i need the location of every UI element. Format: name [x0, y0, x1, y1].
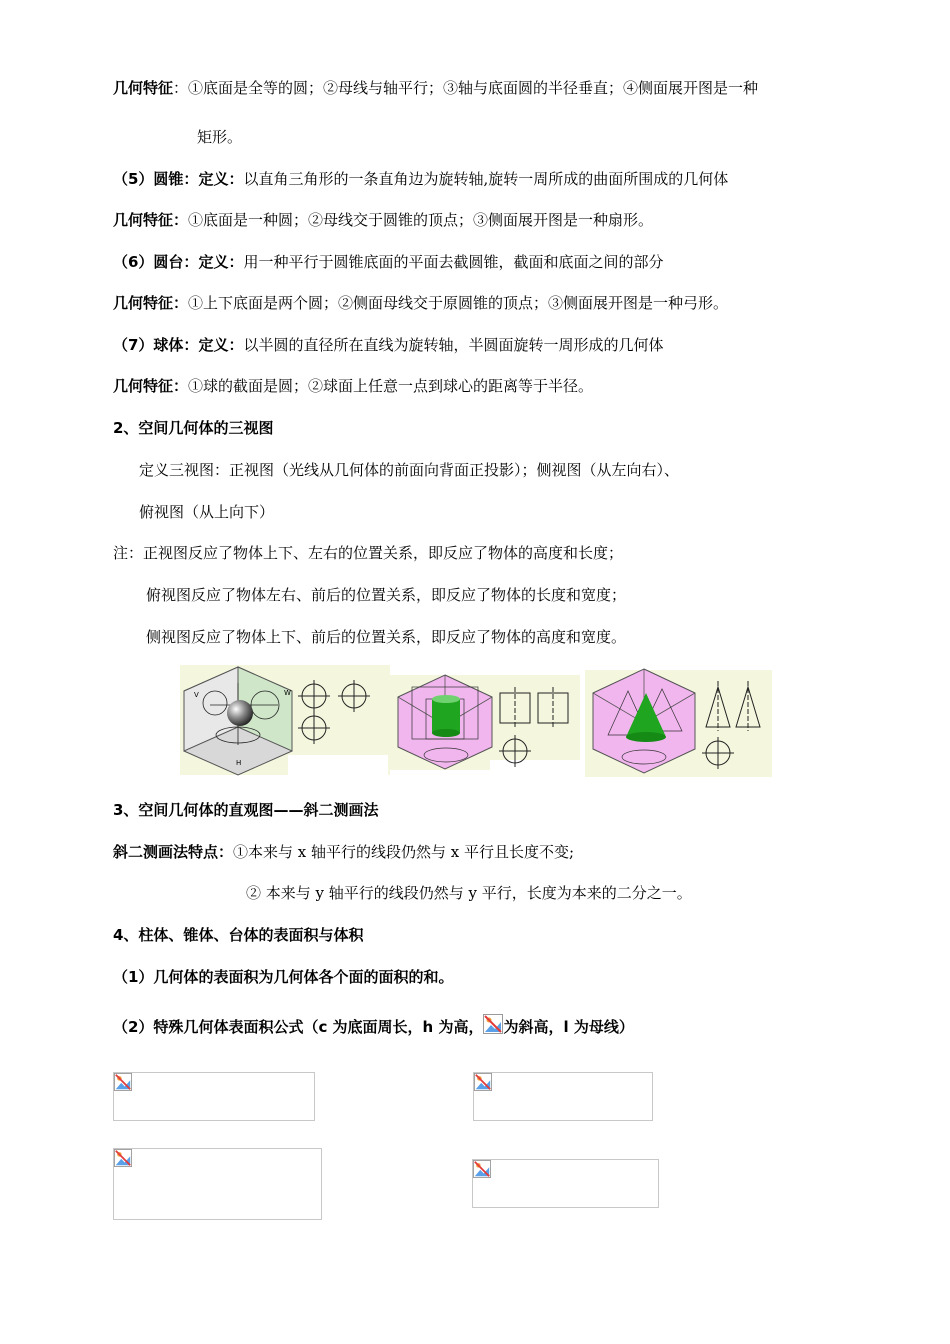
text: ①上下底面是两个圆；②侧面母线交于原圆锥的顶点；③侧面展开图是一种弓形。	[188, 294, 729, 312]
text-line-5	[113, 252, 663, 272]
broken-image-icon	[483, 1014, 503, 1032]
text-line-12: 注：正视图反应了物体上下、左右的位置关系，即反应了物体的高度和长度；	[113, 544, 624, 562]
text: 以直角三角形的一条直角边为旋转轴,旋转一周所成的曲面所围成的几何体	[243, 170, 729, 188]
three-views-illustration	[180, 665, 772, 777]
formula-image-4	[472, 1159, 659, 1208]
broken-image-icon	[473, 1160, 491, 1178]
text-line-11: 俯视图（从上向下）	[139, 503, 275, 521]
text: 以半圆的直径所在直线为旋转轴，半圆面旋转一周形成的几何体	[243, 336, 664, 354]
text: ①本来与 x 轴平行的线段仍然与 x 平行且长度不变;	[233, 843, 575, 861]
text-line-1	[113, 78, 758, 98]
text-pre: （2）特殊几何体表面积公式（c 为底面周长，h 为高，	[113, 1018, 484, 1036]
text-post: 为斜高，l 为母线）	[503, 1018, 634, 1036]
broken-image-icon	[114, 1149, 132, 1167]
text-line-2	[197, 127, 242, 147]
text-line-6	[113, 293, 728, 313]
label: 几何特征	[113, 79, 174, 97]
text-line-19: （1）几何体的表面积为几何体各个面的面积的和。	[113, 968, 454, 986]
text-line-10: 定义三视图：正视图（光线从几何体的前面向背面正投影）；侧视图（从左向右）、	[139, 461, 680, 479]
text-line-20	[113, 1014, 634, 1037]
text: 矩形。	[197, 128, 243, 146]
label-v: V	[194, 691, 199, 699]
label: 几何特征：	[113, 294, 189, 312]
text-line-17: ② 本来与 y 轴平行的线段仍然与 y 平行，长度为本来的二分之一。	[246, 884, 692, 902]
text: 用一种平行于圆锥底面的平面去截圆锥，截面和底面之间的部分	[243, 253, 664, 271]
formula-image-2	[473, 1072, 653, 1121]
text-line-4	[113, 210, 653, 230]
text-line-7	[113, 335, 663, 355]
text: ：①底面是全等的圆；②母线与轴平行；③轴与底面圆的半径垂直；④侧面展开图是一种	[173, 79, 759, 97]
text-line-3	[113, 169, 728, 189]
formula-image-1	[113, 1072, 315, 1121]
label: （7）球体：定义：	[113, 336, 244, 354]
label-w: W	[284, 689, 291, 697]
label: 几何特征：	[113, 377, 189, 395]
label: 斜二测画法特点：	[113, 843, 234, 861]
label: 几何特征：	[113, 211, 189, 229]
label-h: H	[236, 759, 242, 767]
text: ①球的截面是圆；②球面上任意一点到球心的距离等于半径。	[188, 377, 594, 395]
three-views-figure	[180, 665, 772, 777]
text-line-8	[113, 376, 593, 396]
section-heading-3: 3、空间几何体的直观图——斜二测画法	[113, 801, 379, 819]
text-line-16	[113, 842, 574, 862]
text-line-13: 俯视图反应了物体左右、前后的位置关系，即反应了物体的长度和宽度；	[146, 586, 627, 604]
section-heading-2: 2、空间几何体的三视图	[113, 419, 274, 437]
text: ①底面是一种圆；②母线交于圆锥的顶点；③侧面展开图是一种扇形。	[188, 211, 654, 229]
label: （6）圆台：定义：	[113, 253, 244, 271]
broken-image-icon	[114, 1073, 132, 1091]
section-heading-4: 4、柱体、锥体、台体的表面积与体积	[113, 926, 364, 944]
formula-image-3	[113, 1148, 322, 1220]
broken-image-icon	[474, 1073, 492, 1091]
text-line-14: 侧视图反应了物体上下、前后的位置关系，即反应了物体的高度和宽度。	[146, 628, 627, 646]
label: （5）圆锥：定义：	[113, 170, 244, 188]
